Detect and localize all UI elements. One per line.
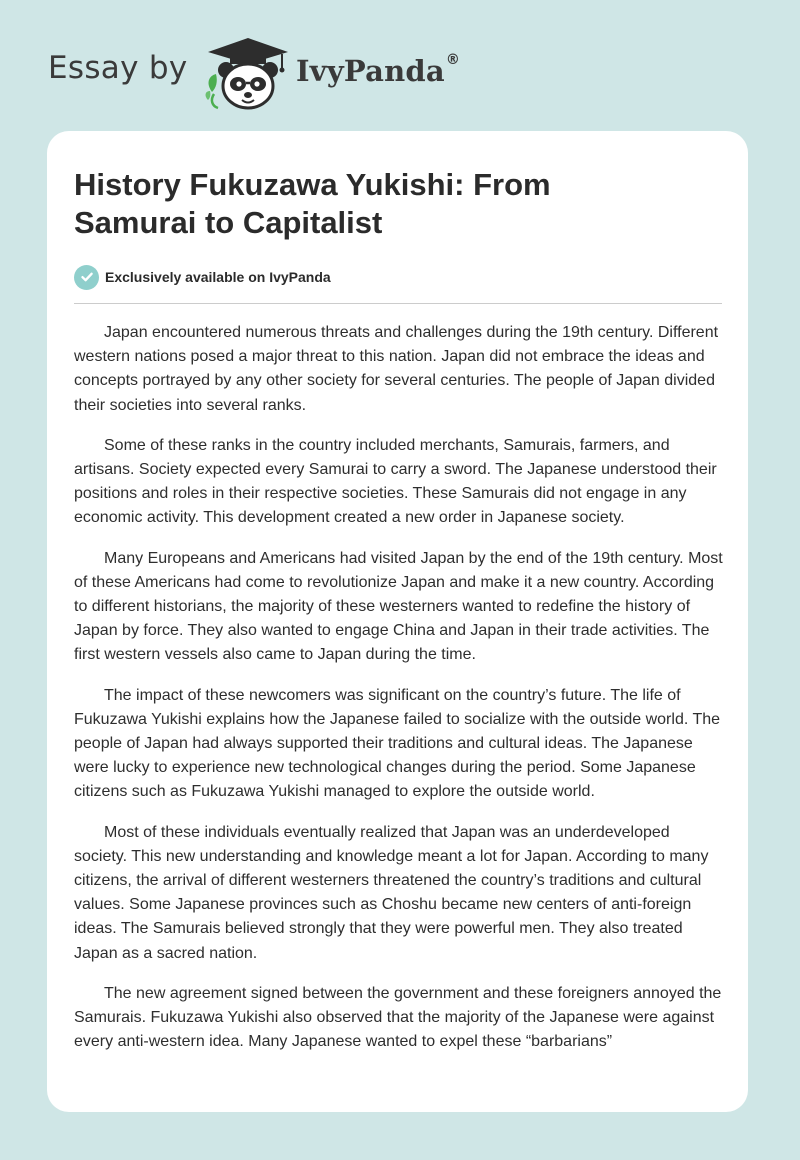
brand-logo-text[interactable]: [296, 54, 460, 88]
exclusive-badge: [74, 264, 331, 290]
title-divider: [74, 303, 722, 304]
essay-by-label: Essay by: [48, 50, 188, 86]
essay-paragraph: Many Europeans and Americans had visited Japan by the end of the 19th century. Most of these Americans had come to revolutionize Japan and make it a new country. According to different historians, the majority of these westerners wanted to redefine the history of Japan by force. They also wanted to engage China and Japan in their trade activities. The first western vessels also came to Japan during the time.: [74, 549, 723, 664]
essay-paragraph: The impact of these newcomers was significant on the country’s future. The life of Fukuzawa Yukishi explains how the Japanese failed to socialize with the outside world. The people of Japan had always supported their traditions and cultural ideas. The Japanese were lucky to experience new technological changes during the period. Some Japanese citizens such as Fukuzawa Yukishi managed to explore the outside world.: [74, 686, 721, 801]
brand-name: IvyPanda: [296, 54, 445, 88]
site-header: [0, 0, 800, 130]
essay-body: [74, 321, 726, 1070]
essay-title: History Fukuzawa Yukishi: From Samurai to Capitalist: [74, 167, 551, 240]
registered-mark: ®: [445, 52, 461, 68]
check-circle-icon: [74, 265, 99, 290]
essay-paragraph: The new agreement signed between the government and these foreigners annoyed the Samurais. Fukuzawa Yukishi also observed that the majority of the Japanese were against every anti-western idea. Many Japanese wanted to expel these “barbarians”: [74, 984, 722, 1051]
essay-paragraph: Most of these individuals eventually realized that Japan was an underdeveloped society. This new understanding and knowledge meant a lot for Japan. According to many citizens, the arrival of different westerners threatened the country’s traditions and cultural values. Some Japanese provinces such as Choshu became new centers of anti-foreign ideas. The Samurais believed strongly that they were powerful men. They also treated Japan as a sacred nation.: [74, 823, 709, 962]
exclusive-badge-label: Exclusively available on IvyPanda: [105, 269, 331, 285]
essay-card: [47, 131, 748, 1112]
panda-graduate-logo-icon[interactable]: [202, 34, 294, 110]
essay-paragraph: Japan encountered numerous threats and challenges during the 19th century. Different western nations posed a major threat to this nation. Japan did not embrace the ideas and concepts portrayed by any other society for several centuries. The people of Japan divided their societies into several ranks.: [74, 324, 719, 414]
essay-paragraph: Some of these ranks in the country included merchants, Samurais, farmers, and artisans. Society expected every Samurai to carry a sword. The Japanese understood their positions and roles in their respective societies. These Samurais did not engage in any economic activity. This development created a new order in Japanese society.: [74, 436, 717, 527]
